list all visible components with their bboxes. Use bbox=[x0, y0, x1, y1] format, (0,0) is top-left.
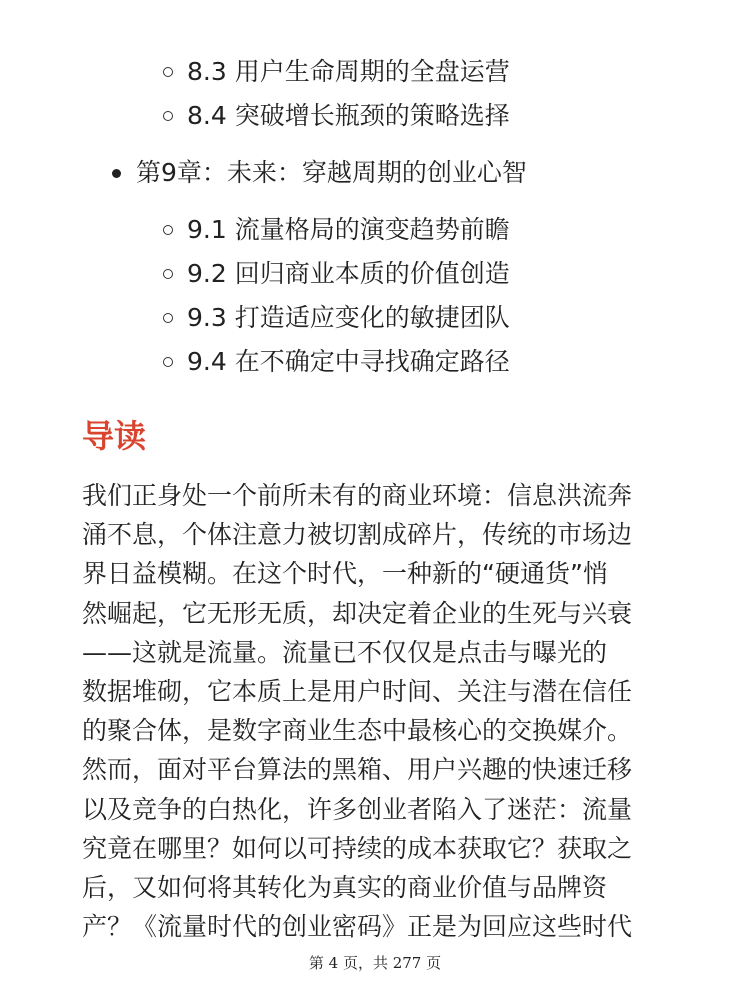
circle-bullet-icon bbox=[163, 357, 173, 367]
toc-subitem-9-2 bbox=[163, 254, 510, 294]
toc-subitem-label: 8.4 突破增长瓶颈的策略选择 bbox=[187, 101, 510, 130]
toc-subitem-9-1 bbox=[163, 210, 510, 250]
circle-bullet-icon bbox=[163, 67, 173, 77]
paragraph-line: 界日益模糊。在这个时代，一种新的“硬通货”悄 bbox=[82, 559, 608, 589]
toc-subitem-label: 9.3 打造适应变化的敏捷团队 bbox=[187, 303, 510, 332]
toc-subitem-label: 9.4 在不确定中寻找确定路径 bbox=[187, 347, 510, 376]
page-number-footer: 第 4 页，共 277 页 bbox=[308, 954, 442, 972]
circle-bullet-icon bbox=[163, 225, 173, 235]
paragraph-line: 然崛起，它无形无质，却决定着企业的生死与兴衰 bbox=[82, 598, 633, 628]
toc-subitem-8-4 bbox=[163, 96, 510, 136]
paragraph-line: 产？《流量时代的创业密码》正是为回应这些时代 bbox=[82, 912, 633, 942]
paragraph-line: 涌不息，个体注意力被切割成碎片，传统的市场边 bbox=[82, 520, 633, 550]
toc-subitem-label: 9.1 流量格局的演变趋势前瞻 bbox=[187, 215, 510, 244]
circle-bullet-icon bbox=[163, 269, 173, 279]
paragraph-line: 数据堆砌，它本质上是用户时间、关注与潜在信任 bbox=[82, 676, 633, 706]
circle-bullet-icon bbox=[163, 111, 173, 121]
toc-subitem-8-3 bbox=[163, 52, 510, 92]
paragraph-line: ——这就是流量。流量已不仅仅是点击与曝光的 bbox=[82, 637, 608, 667]
toc-subitem-9-4 bbox=[163, 342, 510, 382]
paragraph-line: 以及竞争的白热化，许多创业者陷入了迷茫：流量 bbox=[82, 794, 633, 824]
toc-subitem-label: 9.2 回归商业本质的价值创造 bbox=[187, 259, 510, 288]
paragraph-line: 的聚合体，是数字商业生态中最核心的交换媒介。 bbox=[82, 716, 633, 746]
toc-chapter-9 bbox=[112, 152, 527, 194]
toc-subitem-9-3 bbox=[163, 298, 510, 338]
toc-chapter-label: 第9章：未来：穿越周期的创业心智 bbox=[136, 158, 527, 187]
paragraph-line: 后，又如何将其转化为真实的商业价值与品牌资 bbox=[82, 872, 608, 902]
toc-subitem-label: 8.3 用户生命周期的全盘运营 bbox=[187, 57, 510, 86]
section-heading-intro: 导读 bbox=[82, 417, 147, 455]
disc-bullet-icon bbox=[112, 169, 121, 178]
intro-paragraph bbox=[82, 476, 672, 946]
paragraph-line: 我们正身处一个前所未有的商业环境：信息洪流奔 bbox=[82, 481, 633, 510]
paragraph-line: 究竟在哪里？如何以可持续的成本获取它？获取之 bbox=[82, 833, 633, 863]
paragraph-line: 然而，面对平台算法的黑箱、用户兴趣的快速迁移 bbox=[82, 755, 633, 785]
circle-bullet-icon bbox=[163, 313, 173, 323]
